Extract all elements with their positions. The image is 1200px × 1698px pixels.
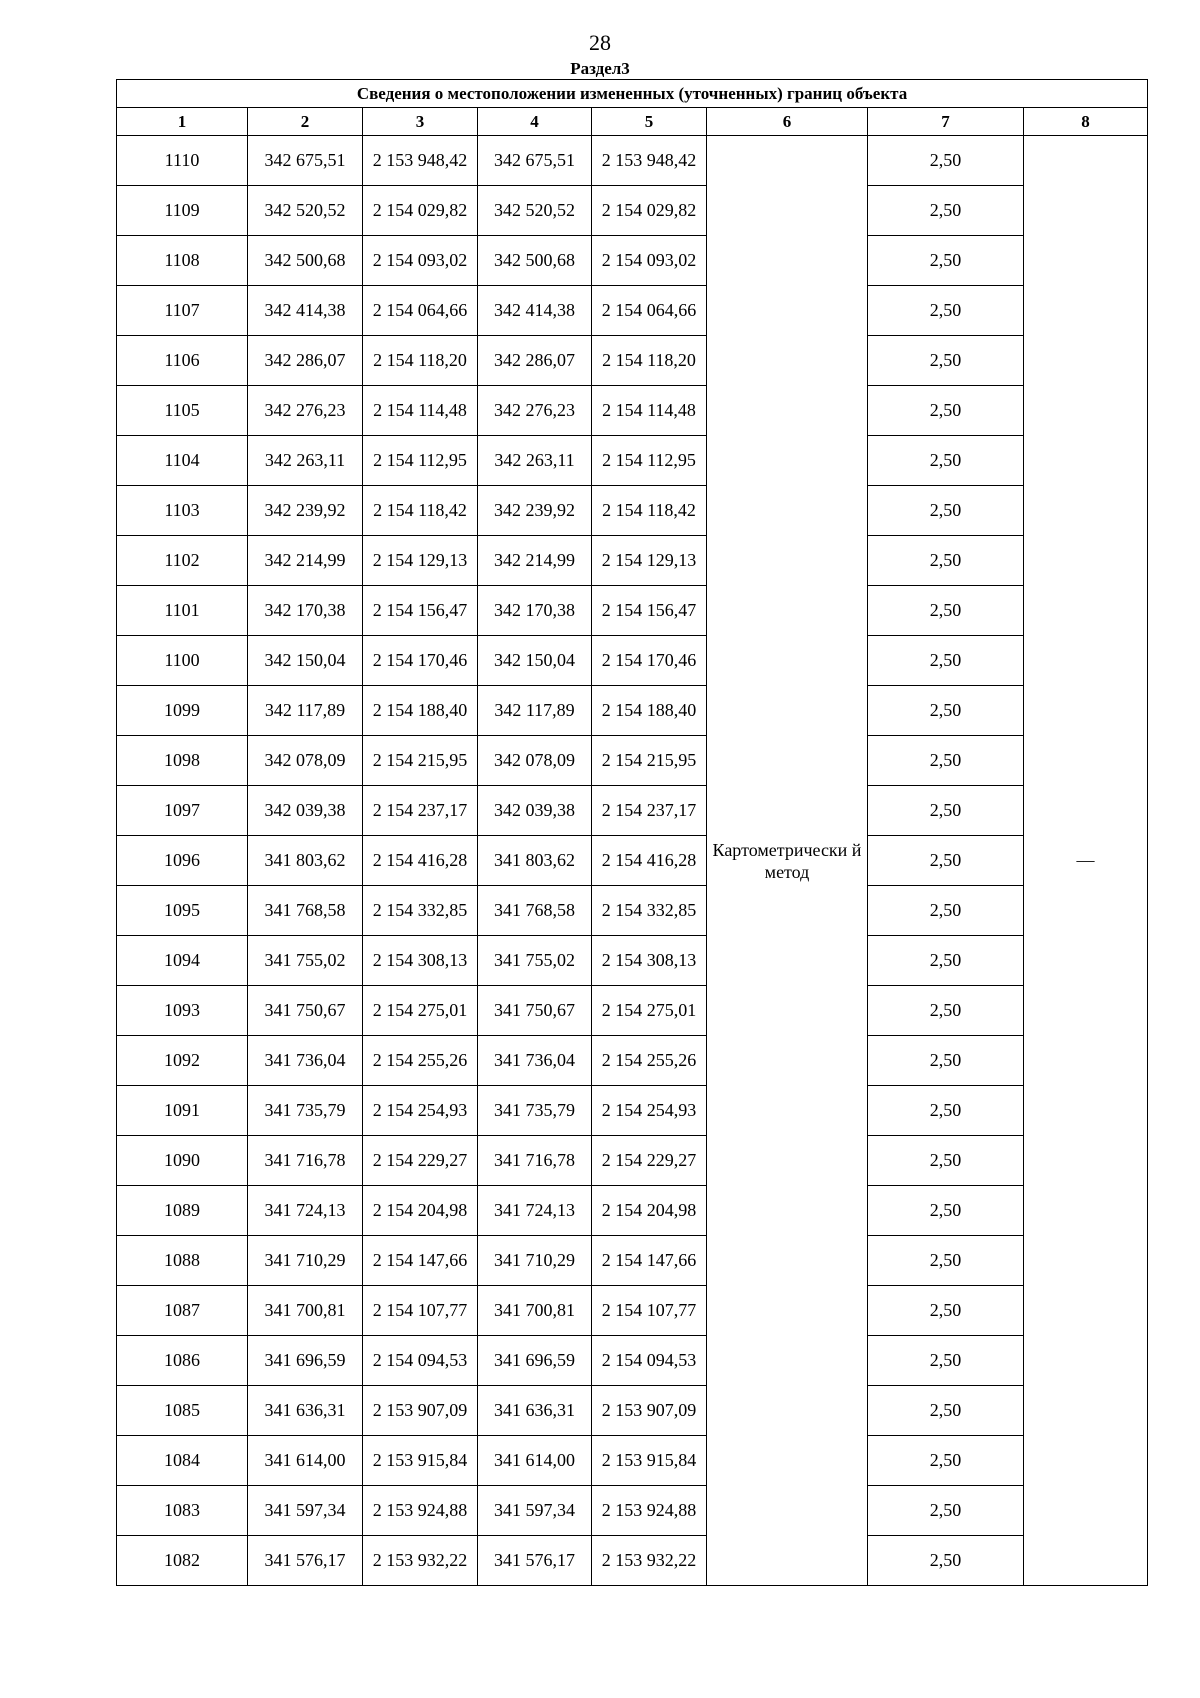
accuracy-cell: 2,50 bbox=[868, 536, 1024, 586]
y-new-cell: 2 154 255,26 bbox=[592, 1036, 707, 1086]
y-new-cell: 2 154 308,13 bbox=[592, 936, 707, 986]
table-row bbox=[117, 1336, 1148, 1386]
x-new-cell: 341 576,17 bbox=[478, 1536, 592, 1586]
y-new-cell: 2 153 948,42 bbox=[592, 136, 707, 186]
x-old-cell: 341 614,00 bbox=[248, 1436, 363, 1486]
y-old-cell: 2 154 156,47 bbox=[363, 586, 478, 636]
x-new-cell: 342 414,38 bbox=[478, 286, 592, 336]
x-new-cell: 342 150,04 bbox=[478, 636, 592, 686]
accuracy-cell: 2,50 bbox=[868, 636, 1024, 686]
x-old-cell: 342 239,92 bbox=[248, 486, 363, 536]
accuracy-cell: 2,50 bbox=[868, 736, 1024, 786]
x-new-cell: 341 736,04 bbox=[478, 1036, 592, 1086]
y-old-cell: 2 154 254,93 bbox=[363, 1086, 478, 1136]
point-number-cell: 1105 bbox=[117, 386, 248, 436]
y-new-cell: 2 154 215,95 bbox=[592, 736, 707, 786]
y-old-cell: 2 154 129,13 bbox=[363, 536, 478, 586]
x-new-cell: 342 286,07 bbox=[478, 336, 592, 386]
y-new-cell: 2 154 237,17 bbox=[592, 786, 707, 836]
x-old-cell: 342 263,11 bbox=[248, 436, 363, 486]
point-number-cell: 1091 bbox=[117, 1086, 248, 1136]
table-row bbox=[117, 336, 1148, 386]
y-new-cell: 2 154 170,46 bbox=[592, 636, 707, 686]
point-number-cell: 1100 bbox=[117, 636, 248, 686]
y-new-cell: 2 154 156,47 bbox=[592, 586, 707, 636]
y-old-cell: 2 154 275,01 bbox=[363, 986, 478, 1036]
column-number: 2 bbox=[248, 108, 363, 136]
column-number: 5 bbox=[592, 108, 707, 136]
accuracy-cell: 2,50 bbox=[868, 586, 1024, 636]
x-old-cell: 341 710,29 bbox=[248, 1236, 363, 1286]
y-new-cell: 2 154 254,93 bbox=[592, 1086, 707, 1136]
y-old-cell: 2 154 204,98 bbox=[363, 1186, 478, 1236]
y-old-cell: 2 154 308,13 bbox=[363, 936, 478, 986]
point-number-cell: 1095 bbox=[117, 886, 248, 936]
x-old-cell: 341 735,79 bbox=[248, 1086, 363, 1136]
y-old-cell: 2 153 948,42 bbox=[363, 136, 478, 186]
y-old-cell: 2 154 118,20 bbox=[363, 336, 478, 386]
x-old-cell: 341 736,04 bbox=[248, 1036, 363, 1086]
column-number: 3 bbox=[363, 108, 478, 136]
table-row bbox=[117, 1036, 1148, 1086]
x-old-cell: 341 803,62 bbox=[248, 836, 363, 886]
accuracy-cell: 2,50 bbox=[868, 286, 1024, 336]
y-new-cell: 2 154 147,66 bbox=[592, 1236, 707, 1286]
x-new-cell: 341 636,31 bbox=[478, 1386, 592, 1436]
y-new-cell: 2 154 129,13 bbox=[592, 536, 707, 586]
table-row bbox=[117, 186, 1148, 236]
accuracy-cell: 2,50 bbox=[868, 1086, 1024, 1136]
y-new-cell: 2 153 907,09 bbox=[592, 1386, 707, 1436]
accuracy-cell: 2,50 bbox=[868, 1036, 1024, 1086]
column-number: 4 bbox=[478, 108, 592, 136]
x-old-cell: 342 170,38 bbox=[248, 586, 363, 636]
accuracy-cell: 2,50 bbox=[868, 1386, 1024, 1436]
x-new-cell: 342 500,68 bbox=[478, 236, 592, 286]
y-new-cell: 2 154 275,01 bbox=[592, 986, 707, 1036]
x-new-cell: 341 716,78 bbox=[478, 1136, 592, 1186]
x-new-cell: 342 263,11 bbox=[478, 436, 592, 486]
x-new-cell: 342 170,38 bbox=[478, 586, 592, 636]
y-new-cell: 2 154 229,27 bbox=[592, 1136, 707, 1186]
y-old-cell: 2 154 114,48 bbox=[363, 386, 478, 436]
column-number: 8 bbox=[1024, 108, 1148, 136]
point-number-cell: 1085 bbox=[117, 1386, 248, 1436]
y-old-cell: 2 154 215,95 bbox=[363, 736, 478, 786]
y-old-cell: 2 154 147,66 bbox=[363, 1236, 478, 1286]
y-old-cell: 2 153 924,88 bbox=[363, 1486, 478, 1536]
y-new-cell: 2 153 924,88 bbox=[592, 1486, 707, 1536]
y-new-cell: 2 154 188,40 bbox=[592, 686, 707, 736]
x-new-cell: 341 710,29 bbox=[478, 1236, 592, 1286]
y-old-cell: 2 154 029,82 bbox=[363, 186, 478, 236]
point-number-cell: 1109 bbox=[117, 186, 248, 236]
y-old-cell: 2 154 107,77 bbox=[363, 1286, 478, 1336]
point-number-cell: 1083 bbox=[117, 1486, 248, 1536]
accuracy-cell: 2,50 bbox=[868, 336, 1024, 386]
point-number-cell: 1086 bbox=[117, 1336, 248, 1386]
accuracy-cell: 2,50 bbox=[868, 1486, 1024, 1536]
accuracy-cell: 2,50 bbox=[868, 986, 1024, 1036]
x-old-cell: 341 576,17 bbox=[248, 1536, 363, 1586]
x-old-cell: 341 636,31 bbox=[248, 1386, 363, 1436]
accuracy-cell: 2,50 bbox=[868, 486, 1024, 536]
column-number: 6 bbox=[707, 108, 868, 136]
x-new-cell: 342 117,89 bbox=[478, 686, 592, 736]
accuracy-cell: 2,50 bbox=[868, 186, 1024, 236]
y-old-cell: 2 154 118,42 bbox=[363, 486, 478, 536]
x-old-cell: 341 750,67 bbox=[248, 986, 363, 1036]
boundary-coordinates-table bbox=[116, 79, 1148, 1586]
table-row bbox=[117, 1386, 1148, 1436]
point-number-cell: 1107 bbox=[117, 286, 248, 336]
x-new-cell: 342 039,38 bbox=[478, 786, 592, 836]
point-number-cell: 1097 bbox=[117, 786, 248, 836]
y-old-cell: 2 153 932,22 bbox=[363, 1536, 478, 1586]
table-caption-row bbox=[117, 80, 1148, 108]
table-row bbox=[117, 1286, 1148, 1336]
y-new-cell: 2 154 114,48 bbox=[592, 386, 707, 436]
y-old-cell: 2 153 907,09 bbox=[363, 1386, 478, 1436]
point-number-cell: 1094 bbox=[117, 936, 248, 986]
point-number-cell: 1104 bbox=[117, 436, 248, 486]
x-new-cell: 341 614,00 bbox=[478, 1436, 592, 1486]
y-old-cell: 2 154 416,28 bbox=[363, 836, 478, 886]
accuracy-cell: 2,50 bbox=[868, 936, 1024, 986]
accuracy-cell: 2,50 bbox=[868, 136, 1024, 186]
x-new-cell: 341 700,81 bbox=[478, 1286, 592, 1336]
x-old-cell: 342 078,09 bbox=[248, 736, 363, 786]
accuracy-cell: 2,50 bbox=[868, 1236, 1024, 1286]
y-old-cell: 2 153 915,84 bbox=[363, 1436, 478, 1486]
table-row bbox=[117, 1186, 1148, 1236]
table-row bbox=[117, 1136, 1148, 1186]
table-row bbox=[117, 536, 1148, 586]
table-row bbox=[117, 1436, 1148, 1486]
accuracy-cell: 2,50 bbox=[868, 836, 1024, 886]
column-number: 7 bbox=[868, 108, 1024, 136]
x-old-cell: 341 716,78 bbox=[248, 1136, 363, 1186]
page-number: 28 bbox=[589, 30, 611, 55]
table-row bbox=[117, 386, 1148, 436]
table-row bbox=[117, 886, 1148, 936]
y-new-cell: 2 153 932,22 bbox=[592, 1536, 707, 1586]
table-row bbox=[117, 486, 1148, 536]
y-old-cell: 2 154 112,95 bbox=[363, 436, 478, 486]
y-old-cell: 2 154 332,85 bbox=[363, 886, 478, 936]
x-old-cell: 342 039,38 bbox=[248, 786, 363, 836]
y-new-cell: 2 154 029,82 bbox=[592, 186, 707, 236]
x-old-cell: 342 414,38 bbox=[248, 286, 363, 336]
x-old-cell: 342 286,07 bbox=[248, 336, 363, 386]
point-number-cell: 1087 bbox=[117, 1286, 248, 1336]
y-new-cell: 2 154 332,85 bbox=[592, 886, 707, 936]
table-row bbox=[117, 286, 1148, 336]
point-number-cell: 1088 bbox=[117, 1236, 248, 1286]
table-caption: Сведения о местоположении измененных (уточненных) границ объекта bbox=[117, 80, 1148, 108]
accuracy-cell: 2,50 bbox=[868, 686, 1024, 736]
table-row bbox=[117, 836, 1148, 886]
x-new-cell: 342 675,51 bbox=[478, 136, 592, 186]
x-new-cell: 341 696,59 bbox=[478, 1336, 592, 1386]
y-old-cell: 2 154 229,27 bbox=[363, 1136, 478, 1186]
x-old-cell: 342 214,99 bbox=[248, 536, 363, 586]
point-number-cell: 1090 bbox=[117, 1136, 248, 1186]
y-old-cell: 2 154 188,40 bbox=[363, 686, 478, 736]
accuracy-cell: 2,50 bbox=[868, 786, 1024, 836]
accuracy-cell: 2,50 bbox=[868, 1286, 1024, 1336]
table-row bbox=[117, 1536, 1148, 1586]
table-row bbox=[117, 1236, 1148, 1286]
x-old-cell: 341 768,58 bbox=[248, 886, 363, 936]
table-row bbox=[117, 936, 1148, 986]
table-row bbox=[117, 636, 1148, 686]
note-cell: — bbox=[1024, 136, 1148, 1586]
section-title: Раздел3 bbox=[570, 59, 630, 78]
x-new-cell: 342 214,99 bbox=[478, 536, 592, 586]
point-number-cell: 1102 bbox=[117, 536, 248, 586]
point-number-cell: 1098 bbox=[117, 736, 248, 786]
table-row bbox=[117, 786, 1148, 836]
table-row bbox=[117, 686, 1148, 736]
y-old-cell: 2 154 064,66 bbox=[363, 286, 478, 336]
point-number-cell: 1096 bbox=[117, 836, 248, 886]
table-body bbox=[117, 136, 1148, 1586]
accuracy-cell: 2,50 bbox=[868, 436, 1024, 486]
y-new-cell: 2 154 118,42 bbox=[592, 486, 707, 536]
table-row bbox=[117, 586, 1148, 636]
x-new-cell: 342 520,52 bbox=[478, 186, 592, 236]
y-new-cell: 2 154 204,98 bbox=[592, 1186, 707, 1236]
accuracy-cell: 2,50 bbox=[868, 1336, 1024, 1386]
table-row bbox=[117, 1086, 1148, 1136]
accuracy-cell: 2,50 bbox=[868, 1536, 1024, 1586]
point-number-cell: 1099 bbox=[117, 686, 248, 736]
accuracy-cell: 2,50 bbox=[868, 1136, 1024, 1186]
y-new-cell: 2 153 915,84 bbox=[592, 1436, 707, 1486]
y-new-cell: 2 154 416,28 bbox=[592, 836, 707, 886]
y-old-cell: 2 154 255,26 bbox=[363, 1036, 478, 1086]
x-new-cell: 341 803,62 bbox=[478, 836, 592, 886]
y-old-cell: 2 154 093,02 bbox=[363, 236, 478, 286]
x-old-cell: 341 700,81 bbox=[248, 1286, 363, 1336]
x-old-cell: 341 597,34 bbox=[248, 1486, 363, 1536]
y-new-cell: 2 154 064,66 bbox=[592, 286, 707, 336]
accuracy-cell: 2,50 bbox=[868, 1436, 1024, 1486]
x-old-cell: 341 696,59 bbox=[248, 1336, 363, 1386]
column-number: 1 bbox=[117, 108, 248, 136]
x-new-cell: 342 239,92 bbox=[478, 486, 592, 536]
table-row bbox=[117, 236, 1148, 286]
y-new-cell: 2 154 112,95 bbox=[592, 436, 707, 486]
accuracy-cell: 2,50 bbox=[868, 886, 1024, 936]
point-number-cell: 1084 bbox=[117, 1436, 248, 1486]
point-number-cell: 1106 bbox=[117, 336, 248, 386]
table-row bbox=[117, 436, 1148, 486]
x-old-cell: 341 724,13 bbox=[248, 1186, 363, 1236]
table-row bbox=[117, 136, 1148, 186]
column-number-row bbox=[117, 108, 1148, 136]
y-old-cell: 2 154 170,46 bbox=[363, 636, 478, 686]
point-number-cell: 1108 bbox=[117, 236, 248, 286]
point-number-cell: 1101 bbox=[117, 586, 248, 636]
x-new-cell: 341 597,34 bbox=[478, 1486, 592, 1536]
y-new-cell: 2 154 107,77 bbox=[592, 1286, 707, 1336]
y-new-cell: 2 154 093,02 bbox=[592, 236, 707, 286]
point-number-cell: 1092 bbox=[117, 1036, 248, 1086]
accuracy-cell: 2,50 bbox=[868, 386, 1024, 436]
y-old-cell: 2 154 094,53 bbox=[363, 1336, 478, 1386]
y-new-cell: 2 154 118,20 bbox=[592, 336, 707, 386]
point-number-cell: 1110 bbox=[117, 136, 248, 186]
x-old-cell: 342 500,68 bbox=[248, 236, 363, 286]
x-new-cell: 341 755,02 bbox=[478, 936, 592, 986]
point-number-cell: 1103 bbox=[117, 486, 248, 536]
point-number-cell: 1082 bbox=[117, 1536, 248, 1586]
x-new-cell: 341 750,67 bbox=[478, 986, 592, 1036]
x-new-cell: 341 724,13 bbox=[478, 1186, 592, 1236]
x-new-cell: 341 768,58 bbox=[478, 886, 592, 936]
table-row bbox=[117, 986, 1148, 1036]
method-cell: Картометрически й метод bbox=[707, 136, 868, 1586]
accuracy-cell: 2,50 bbox=[868, 236, 1024, 286]
point-number-cell: 1093 bbox=[117, 986, 248, 1036]
x-old-cell: 342 117,89 bbox=[248, 686, 363, 736]
x-old-cell: 342 150,04 bbox=[248, 636, 363, 686]
table-row bbox=[117, 736, 1148, 786]
accuracy-cell: 2,50 bbox=[868, 1186, 1024, 1236]
x-old-cell: 342 276,23 bbox=[248, 386, 363, 436]
x-new-cell: 342 078,09 bbox=[478, 736, 592, 786]
x-old-cell: 341 755,02 bbox=[248, 936, 363, 986]
x-old-cell: 342 520,52 bbox=[248, 186, 363, 236]
x-old-cell: 342 675,51 bbox=[248, 136, 363, 186]
table-row bbox=[117, 1486, 1148, 1536]
y-old-cell: 2 154 237,17 bbox=[363, 786, 478, 836]
x-new-cell: 341 735,79 bbox=[478, 1086, 592, 1136]
y-new-cell: 2 154 094,53 bbox=[592, 1336, 707, 1386]
x-new-cell: 342 276,23 bbox=[478, 386, 592, 436]
point-number-cell: 1089 bbox=[117, 1186, 248, 1236]
